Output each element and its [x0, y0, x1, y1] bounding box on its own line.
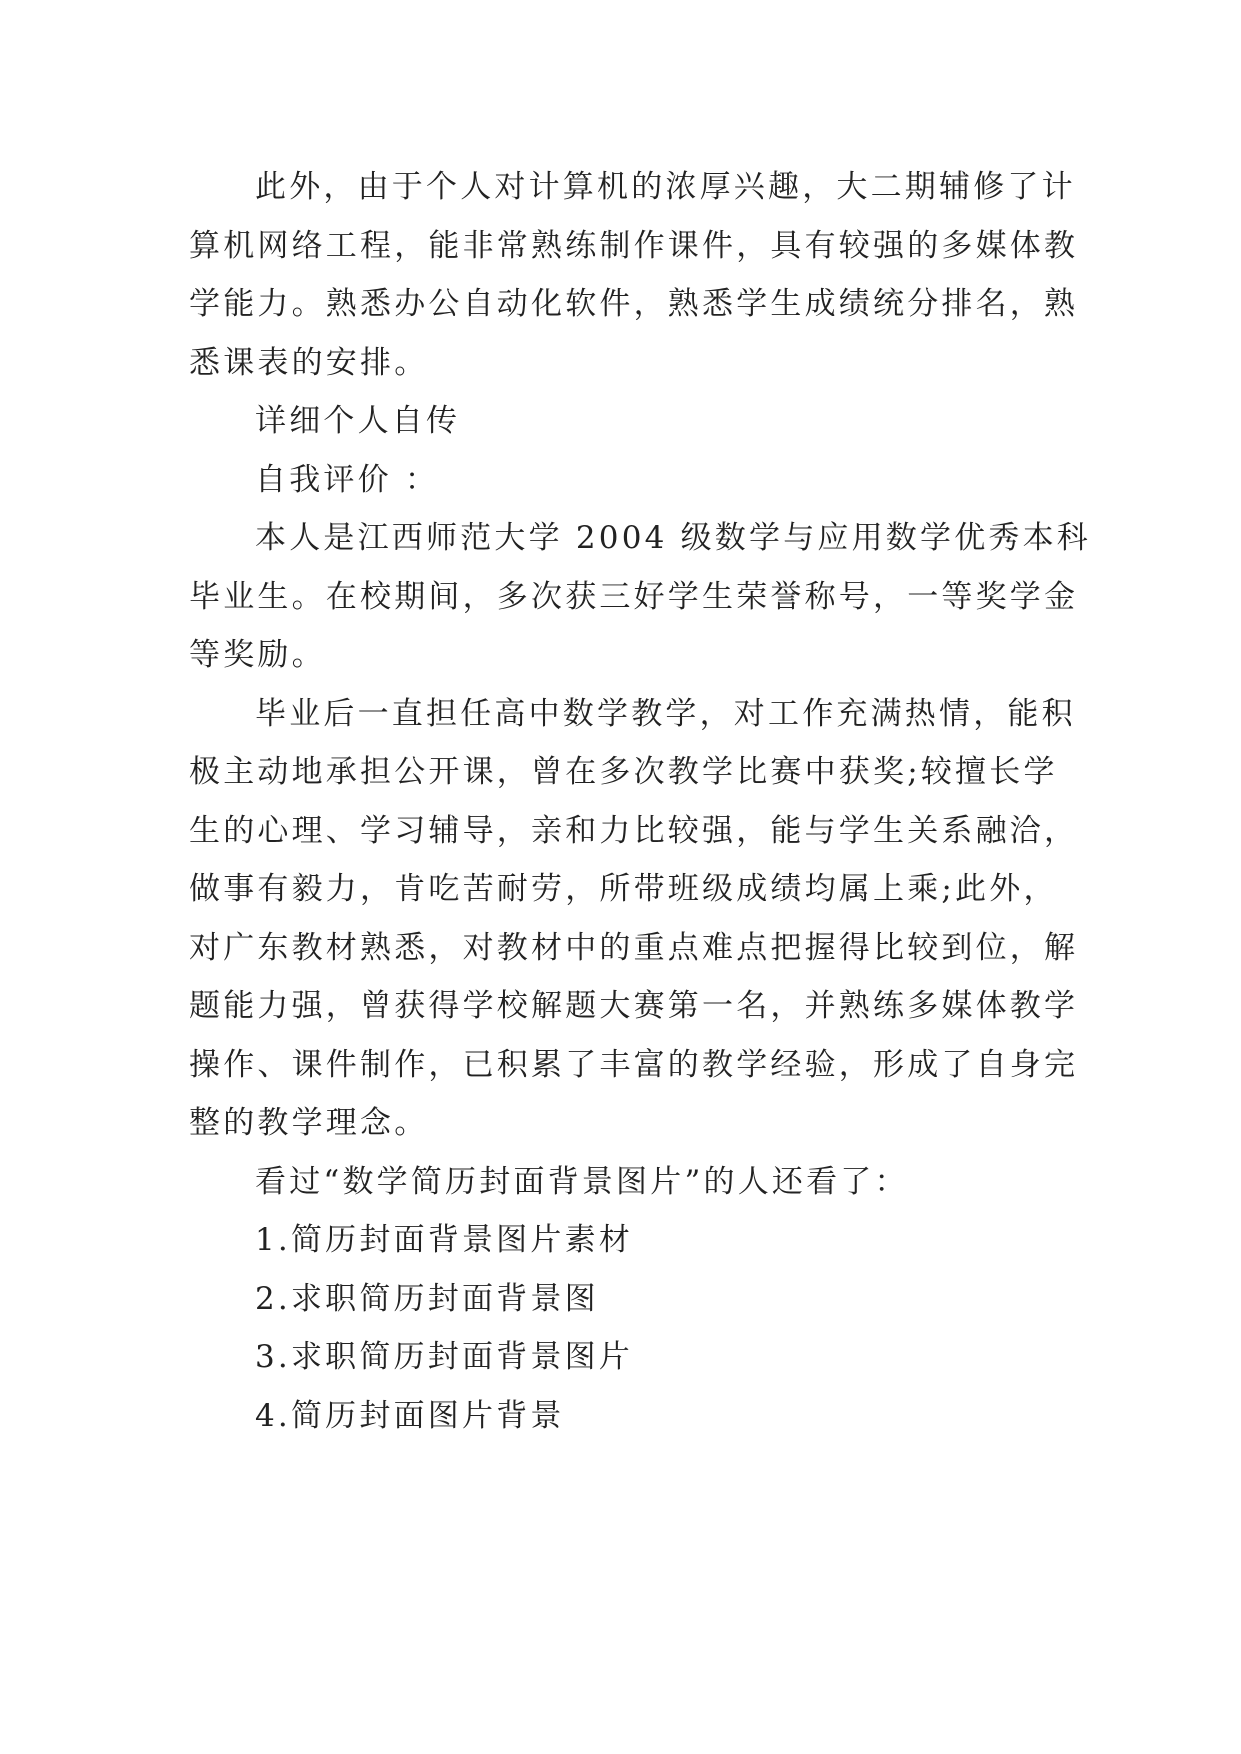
text-line: 此外，由于个人对计算机的浓厚兴趣，大二期辅修了计 — [255, 169, 1076, 205]
document-body — [189, 158, 1091, 1445]
text-line: 做事有毅力，肯吃苦耐劳，所带班级成绩均属上乘;此外， — [189, 871, 1058, 907]
text-line: 题能力强，曾获得学校解题大赛第一名，并熟练多媒体教学 — [189, 988, 1079, 1024]
paragraph-computer-skills — [189, 158, 1079, 392]
text-line: 毕业生。在校期间，多次获三好学生荣誉称号，一等奖学金 — [189, 578, 1079, 615]
text-line: 生的心理、学习辅导，亲和力比较强，能与学生关系融洽， — [189, 812, 1079, 849]
related-article-item: 4.简历封面图片背景 — [255, 1397, 565, 1434]
text-line: 悉课表的安排。 — [189, 344, 429, 381]
related-article-item: 1.简历封面背景图片素材 — [255, 1222, 633, 1258]
text-line: 毕业后一直担任高中数学教学，对工作充满热情，能积 — [255, 695, 1076, 732]
heading-self-evaluation: 自我评价 ： — [255, 461, 440, 498]
text-line: 学能力。熟悉办公自动化软件，熟悉学生成绩统分排名，熟 — [189, 286, 1079, 322]
text-line: 极主动地承担公开课，曾在多次教学比赛中获奖;较擅长学 — [189, 754, 1058, 790]
related-articles-heading: 看过“数学简历封面背景图片”的人还看了： — [255, 1163, 909, 1200]
related-article-item: 2.求职简历封面背景图 — [255, 1280, 599, 1317]
paragraph-work-experience — [189, 685, 1079, 1153]
text-line: 整的教学理念。 — [189, 1105, 429, 1141]
text-line: 算机网络工程，能非常熟练制作课件，具有较强的多媒体教 — [189, 227, 1079, 264]
related-articles-list — [189, 1211, 1059, 1445]
related-article-item: 3.求职简历封面背景图片 — [255, 1339, 633, 1375]
text-line: 等奖励。 — [189, 637, 326, 673]
text-line: 对广东教材熟悉，对教材中的重点难点把握得比较到位，解 — [189, 929, 1079, 966]
text-line: 操作、课件制作，已积累了丰富的教学经验，形成了自身完 — [189, 1046, 1079, 1083]
paragraph-education — [189, 509, 1091, 685]
text-line: 本人是江西师范大学 2004 级数学与应用数学优秀本科 — [255, 520, 1091, 556]
heading-autobiography: 详细个人自传 — [255, 403, 461, 439]
